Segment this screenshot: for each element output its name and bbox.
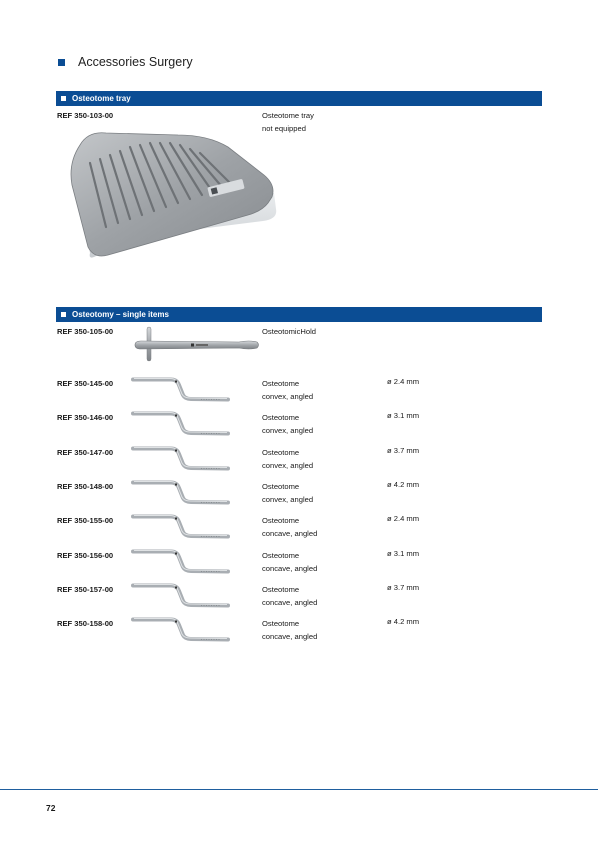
osteotome-image [131,445,231,473]
page-number: 72 [46,803,56,813]
osteotome-image [131,376,231,404]
item-name: Osteotome [262,379,300,388]
osteotome-image [131,479,231,507]
ref-number: REF 350-147-00 [57,448,114,457]
osteotomic-holder-image [131,325,261,365]
item-description [262,514,317,540]
osteotome-tray-image [58,123,280,263]
item-name: Osteotome [262,551,300,560]
ref-number: REF 350-103-00 [57,111,114,120]
desc-line-2: not equipped [262,124,306,133]
item-description: OsteotomicHold [262,327,317,336]
item-name: Osteotome [262,516,300,525]
section-heading: Osteotome tray [72,94,131,103]
ref-number: REF 350-145-00 [57,379,114,388]
item-diameter: ø 3.7 mm [387,583,420,592]
item-name: Osteotome [262,448,300,457]
title-bullet-square [58,59,65,66]
item-diameter: ø 2.4 mm [387,377,420,386]
footer-divider [0,789,598,790]
ref-number: REF 350-156-00 [57,551,114,560]
item-type: concave, angled [262,598,318,607]
ref-number: REF 350-155-00 [57,516,114,525]
item-diameter: ø 3.1 mm [387,411,420,420]
ref-number: REF 350-146-00 [57,413,114,422]
osteotome-image [131,548,231,576]
ref-number: REF 350-105-00 [57,327,114,336]
osteotome-image [131,616,231,644]
item-diameter: ø 3.7 mm [387,446,420,455]
item-name: Osteotome [262,585,300,594]
item-description [262,411,313,437]
page-title-text: Accessories Surgery [78,55,193,69]
item-description [262,549,317,575]
section-header-osteotomy-single-items [56,307,542,322]
item-type: convex, angled [262,426,314,435]
desc-line-1: Osteotome tray [262,111,314,120]
ref-number: REF 350-157-00 [57,585,114,594]
item-description [262,446,313,472]
section-bullet-square [61,312,66,317]
item-description [262,480,313,506]
page-title [58,55,193,69]
ref-number: REF 350-148-00 [57,482,114,491]
item-description [262,617,317,643]
item-type: convex, angled [262,495,314,504]
item-diameter: ø 2.4 mm [387,514,420,523]
item-description [262,377,313,403]
item-type: concave, angled [262,529,318,538]
section-bullet-square [61,96,66,101]
item-name: Osteotome [262,482,300,491]
item-type: convex, angled [262,461,314,470]
item-diameter: ø 4.2 mm [387,617,420,626]
item-name: Osteotome [262,413,300,422]
osteotome-image [131,410,231,438]
item-type: convex, angled [262,392,314,401]
item-name: Osteotome [262,619,300,628]
item-description [262,583,317,609]
section-header-osteotome-tray [56,91,542,106]
section-heading: Osteotomy – single items [72,310,169,319]
osteotome-image [131,582,231,610]
item-type: concave, angled [262,564,318,573]
item-diameter: ø 4.2 mm [387,480,420,489]
osteotome-image [131,513,231,541]
item-diameter: ø 3.1 mm [387,549,420,558]
ref-number: REF 350-158-00 [57,619,114,628]
item-type: concave, angled [262,632,318,641]
